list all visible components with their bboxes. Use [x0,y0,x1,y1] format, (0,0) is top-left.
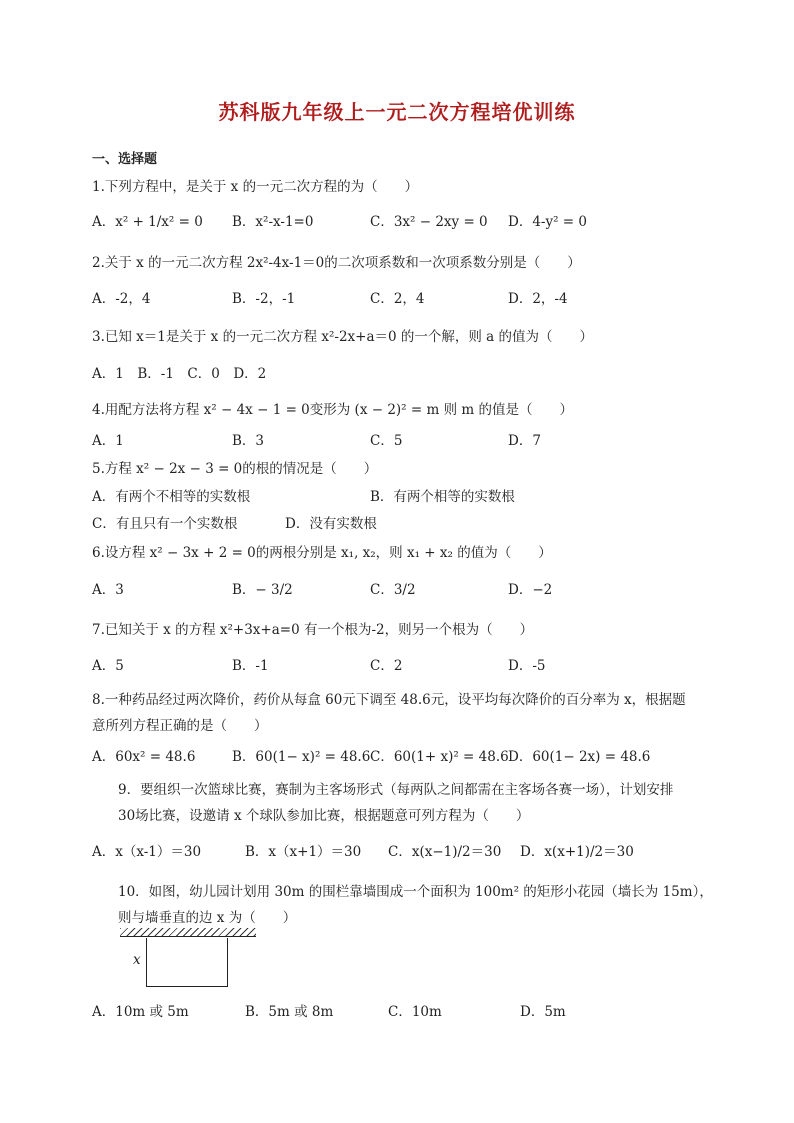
q8-option-b: B．60(1− x)² = 48.6 [232,749,371,765]
q2-option-d: D．2，-4 [508,291,568,307]
q2-option-a: A．-2，4 [92,291,151,307]
wall-hatching [120,928,256,937]
q10-option-b: B．5m 或 8m [245,1004,334,1020]
q1-option-c: C．3x² − 2xy = 0 [370,214,488,230]
q9-option-c: C．x(x−1)/2＝30 [388,844,502,860]
question-7-stem: 7.已知关于 x 的方程 x²+3x+a=0 有一个根为-2，则另一个根为（ ） [92,622,534,638]
figure-label-x: x [133,952,141,968]
q4-option-b: B．3 [232,433,265,449]
q6-option-c: C．3/2 [370,582,416,598]
question-6-stem: 6.设方程 x² − 3x + 2 = 0的两根分别是 x₁, x₂，则 x₁ + x₂ 的值为（ ） [92,545,552,561]
q10-option-d: D．5m [520,1004,566,1020]
q9-option-a: A．x（x-1）＝30 [92,844,202,860]
garden-rectangle [146,938,228,987]
q4-option-a: A．1 [92,433,124,449]
q2-option-c: C．2，4 [370,291,425,307]
question-3-stem: 3.已知 x＝1是关于 x 的一元二次方程 x²-2x+a＝0 的一个解，则 a 的值为（ ） [92,329,594,345]
q4-option-d: D．7 [508,433,541,449]
q1-option-d: D．4-y² = 0 [508,214,587,230]
q2-option-b: B．-2，-1 [232,291,296,307]
question-8-stem-line2: 意所列方程正确的是（ ） [92,718,268,734]
question-4-stem: 4.用配方法将方程 x² − 4x − 1 = 0变形为 (x − 2)² = m 则 m 的值是（ ） [92,402,573,418]
q8-option-a: A．60x² = 48.6 [92,749,196,765]
q7-option-b: B．-1 [232,658,269,674]
q6-option-b: B．− 3/2 [232,582,293,598]
q6-option-a: A．3 [92,582,124,598]
q5-option-c: C．有且只有一个实数根 [92,516,238,532]
question-8-stem: 8.一种药品经过两次降价，药价从每盒 60元下调至 48.6元，设平均每次降价的百分率为 x，根据题 [92,692,686,708]
q9-option-d: D．x(x+1)/2＝30 [520,844,634,860]
q7-option-d: D．-5 [508,658,546,674]
q3-options: A．1 B．-1 C．0 D．2 [92,366,267,382]
q10-option-c: C．10m [388,1004,442,1020]
q6-option-d: D．−2 [508,582,553,598]
question-9-stem: 9．要组织一次篮球比赛，赛制为主客场形式（每两队之间都需在主客场各赛一场），计划安排 [118,782,674,798]
q7-option-a: A．5 [92,658,124,674]
q4-option-c: C．5 [370,433,403,449]
question-10-stem: 10．如图，幼儿园计划用 30m 的围栏靠墙围成一个面积为 100m² 的矩形小花园（墙长为 15m）， [118,884,713,900]
question-5-stem: 5.方程 x² − 2x − 3 = 0的根的情况是（ ） [92,461,378,477]
q10-option-a: A．10m 或 5m [92,1004,189,1020]
q8-option-d: D．60(1− 2x) = 48.6 [508,749,651,765]
question-9-stem-line2: 30场比赛，设邀请 x 个球队参加比赛，根据题意可列方程为（ ） [118,808,530,824]
question-2-stem: 2.关于 x 的一元二次方程 2x²-4x-1＝0的二次项系数和一次项系数分别是（ ） [92,255,581,271]
q9-option-b: B．x（x+1）＝30 [245,844,362,860]
section-heading: 一、选择题 [92,152,158,167]
q5-option-a: A．有两个不相等的实数根 [92,489,251,505]
page-title: 苏科版九年级上一元二次方程培优训练 [218,100,576,124]
q1-option-b: B．x²-x-1=0 [232,214,314,230]
question-10-stem-line2: 则与墙垂直的边 x 为（ ） [118,910,297,926]
q8-option-c: C．60(1+ x)² = 48.6 [370,749,509,765]
q7-option-c: C．2 [370,658,403,674]
q5-option-b: B．有两个相等的实数根 [370,489,515,505]
q5-option-d: D．没有实数根 [285,516,377,532]
q1-option-a: A．x² + 1/x² = 0 [92,214,203,230]
question-1-stem: 1.下列方程中，是关于 x 的一元二次方程的为（ ） [92,179,419,195]
